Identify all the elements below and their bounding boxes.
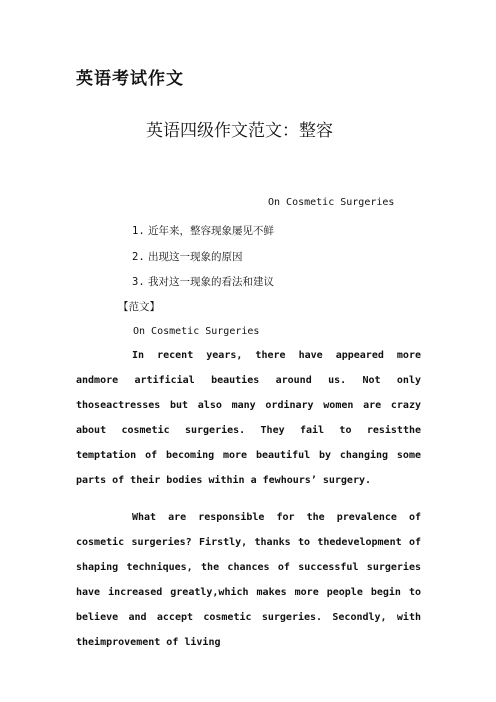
outline-number: 3.	[132, 276, 145, 288]
outline-number: 1.	[132, 225, 145, 237]
outline-text: 我对这一现象的看法和建议	[148, 276, 274, 288]
outline-item	[132, 249, 243, 264]
essay-title: On Cosmetic Surgeries	[133, 326, 260, 337]
document-header-title: 英语考试作文	[76, 69, 184, 89]
outline-text: 出现这一现象的原因	[148, 251, 243, 263]
outline-number: 2.	[132, 251, 145, 263]
essay-paragraph: In recent years, there have appeared more andmore artificial beauties around us. Not only thoseactresses but also many ordinary women are crazy about cosmetic surgeries. They fail to resistthe temptation of becoming more beautiful by changing some parts of their bodies within a fewhours’ surgery.	[76, 350, 421, 486]
outline-text: 近年来，整容现象屡见不鲜	[148, 225, 274, 237]
essay-subtitle: On Cosmetic Surgeries	[268, 197, 395, 208]
outline-item	[132, 274, 274, 289]
article-title: 英语四级作文范文：整容	[146, 121, 333, 141]
outline-item	[132, 223, 274, 238]
sample-essay-label: 【范文】	[118, 301, 160, 313]
essay-paragraph: What are responsible for the prevalence of cosmetic surgeries? Firstly, thanks to thedevelopment of shaping techniques, the chances of successful surgeries have increased greatly,which makes more people begin to believe and accept cosmetic surgeries. Secondly, with theimprovement of living	[76, 512, 421, 648]
